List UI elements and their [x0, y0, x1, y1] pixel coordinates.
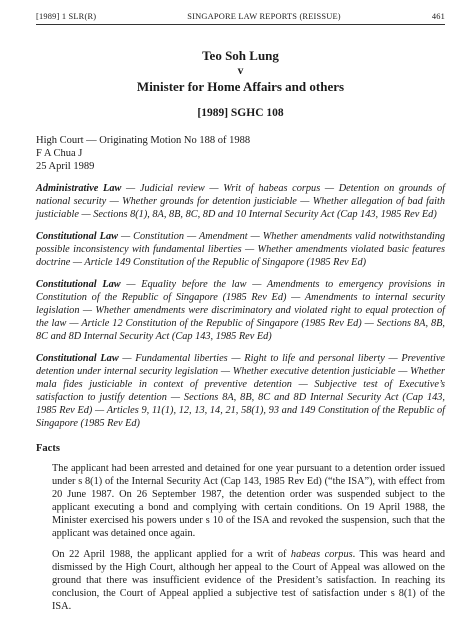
catchword-head: Constitutional Law [36, 279, 121, 290]
catchword-head: Constitutional Law [36, 231, 118, 242]
party-two: Minister for Home Affairs and others [136, 79, 345, 94]
judge: F A Chua J [36, 148, 83, 159]
party-one: Teo Soh Lung [202, 48, 279, 63]
page-number: 461 [431, 12, 445, 21]
catchword-body: — Judicial review — Writ of habeas corpus — Detention on grounds of national security — Whether grounds for detention justiciable — Whether allegation of bad faith justiciable — Sections 8(1), 8A, 8B, 8C, 8D and 10 Internal Security Act (Cap 143, 1985 Rev Ed) [36, 183, 445, 220]
catchword-head: Constitutional Law [36, 353, 119, 364]
catchword-head: Administrative Law [36, 183, 122, 194]
running-header [36, 0, 445, 21]
facts-heading: Facts [36, 443, 60, 454]
court-motion: High Court — Originating Motion No 188 of 1988 [36, 135, 251, 146]
facts-paragraph-2 [36, 548, 445, 613]
versus: v [237, 65, 244, 77]
para2-italic-term: habeas corpus [290, 549, 353, 560]
header-rule [36, 24, 445, 25]
catchword-body: — Fundamental liberties — Right to life and personal liberty — Preventive detention under internal security legislation — Whether executive detention justiciable — Whether mala fides justiciable in context of preventive detention — Subjective test of Executive’s satisfaction to justify detention — Sections 8A, 8B, 8C and 8D Internal Security Act (Cap 143, 1985 Rev Ed) — Articles 9, 11(1), 12, 13, 14, 21, 58(1), 93 and 149 Constitution of the Republic of Singapore (1985 Rev Ed) [36, 353, 446, 429]
facts-paragraph-1: The applicant had been arrested and detained for one year pursuant to a detention order issued under s 8(1) of the Internal Security Act (Cap 143, 1985 Rev Ed) (“the ISA”), with effect from 20 June 1987. On 26 September 1987, the detention order was suspended subject to the applicant executing a bond and complying with certain conditions. On 19 April 1988, the Minister exercised his powers under s 10 of the ISA and revoked the suspension, such that the applicant was detained once again. [52, 463, 445, 539]
header-citation: [1989] 1 SLR(R) [36, 12, 97, 21]
case-citation: [1989] SGHC 108 [197, 107, 284, 119]
catchword-paragraph [36, 278, 445, 343]
para2-text-start: On 22 April 1988, the applicant applied for a writ of [52, 549, 291, 560]
court-info [36, 134, 445, 173]
catchword-paragraph [36, 230, 445, 269]
catchword-body: — Equality before the law — Amendments to emergency provisions in Constitution of the Republic of Singapore (1985 Rev Ed) — Amendments to internal security legislation — Whether amendments were discriminatory and violated right to equal protection of the law — Article 12 Constitution of the Republic of Singapore (1985 Rev Ed) — Sections 8A, 8B, 8C and 8D Internal Security Act (Cap 143, 1985 Rev Ed) [36, 279, 446, 342]
header-report-title: SINGAPORE LAW REPORTS (REISSUE) [187, 12, 341, 21]
case-title [36, 47, 445, 95]
catchword-body: — Constitution — Amendment — Whether amendments valid notwithstanding possible inconsistency with fundamental liberties — Whether amendments violated basic features doctrine — Article 149 Constitution of the Republic of Singapore (1985 Rev Ed) [36, 231, 446, 268]
catchword-paragraph [36, 352, 445, 430]
para2-text-end: . This was heard and dismissed by the High Court, although her appeal to the Court of Appeal was allowed on the ground that there was insufficient evidence of the President’s satisfaction. In reaching its conclusion, the Court of Appeal applied a subjective test of satisfaction under s 8(1) of the ISA. [52, 549, 445, 612]
catchword-paragraph [36, 182, 445, 221]
decision-date: 25 April 1989 [36, 161, 95, 172]
